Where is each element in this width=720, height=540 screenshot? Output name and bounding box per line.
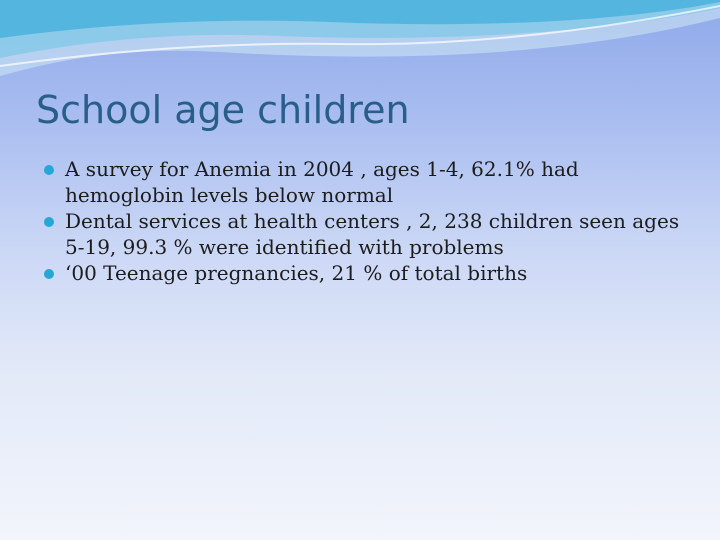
bullet-list: [44, 156, 684, 286]
bullet-item: [44, 208, 684, 260]
bullet-dot-icon: [44, 165, 54, 175]
bullet-dot-icon: [44, 269, 54, 279]
bullet-text: Dental services at health centers , 2, 238 children seen ages 5-19, 99.3 % were identified with problems: [65, 209, 680, 259]
slide-title: School age children: [36, 88, 410, 132]
bullet-dot-icon: [44, 217, 54, 227]
bullet-text: ‘00 Teenage pregnancies, 21 % of total births: [65, 261, 528, 285]
bullet-text: A survey for Anemia in 2004 , ages 1-4, 62.1% had hemoglobin levels below normal: [65, 157, 579, 207]
bullet-item: [44, 260, 684, 286]
bullet-item: [44, 156, 684, 208]
header-swoosh-decoration: [0, 0, 720, 90]
